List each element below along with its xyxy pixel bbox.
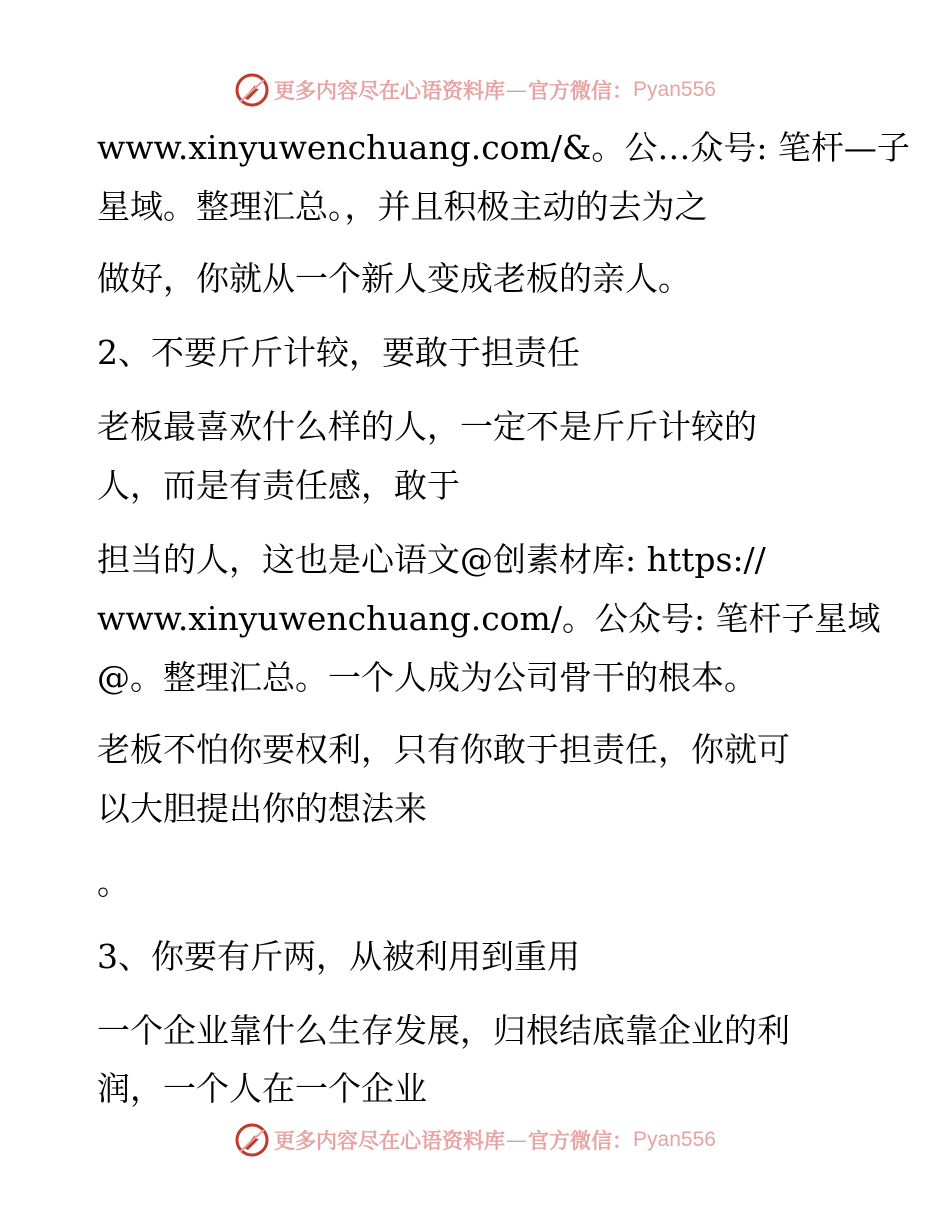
pen-nib-circle-icon xyxy=(234,72,270,108)
text-line: 一个企业靠什么生存发展，归根结底靠企业的利 xyxy=(97,1011,790,1050)
text-line: www.xinyuwenchuang.com/。公众号: 笔杆子星域 xyxy=(97,599,881,638)
footer-dash: — xyxy=(506,1128,528,1152)
text-line: 人，而是有责任感，敢于 xyxy=(97,466,460,505)
text-line: 星域。整理汇总。，并且积极主动的去为之 xyxy=(97,187,708,226)
text-line: 老板不怕你要权利，只有你敢于担责任，你就可 xyxy=(97,730,790,769)
header-dash: — xyxy=(506,78,528,102)
header-banner xyxy=(0,68,950,112)
pen-nib-circle-icon xyxy=(234,1122,270,1158)
header-wechat-label: 官方微信： xyxy=(528,78,634,103)
footer-banner xyxy=(0,1118,950,1162)
footer-wechat-label: 官方微信： xyxy=(528,1128,634,1153)
text-line: 。 xyxy=(97,863,130,902)
footer-slogan: 更多内容尽在心语资料库 xyxy=(274,1128,506,1153)
text-line: 以大胆提出你的想法来 xyxy=(97,789,427,828)
header-wechat-id: Pyan556 xyxy=(633,78,716,101)
text-line: 做好，你就从一个新人变成老板的亲人。 xyxy=(97,259,691,298)
text-line: @。整理汇总。一个人成为公司骨干的根本。 xyxy=(97,658,757,697)
header-slogan: 更多内容尽在心语资料库 xyxy=(274,78,506,103)
text-line: www.xinyuwenchuang.com/&。公…众号: 笔杆—子 xyxy=(97,128,910,167)
text-line: 担当的人，这也是心语文@创素材库: https:// xyxy=(97,540,766,579)
text-line: 老板最喜欢什么样的人，一定不是斤斤计较的 xyxy=(97,407,757,446)
text-line: 3、你要有斤两，从被利用到重用 xyxy=(97,937,580,976)
text-line: 润，一个人在一个企业 xyxy=(97,1069,427,1108)
text-line: 2、不要斤斤计较，要敢于担责任 xyxy=(97,333,580,372)
footer-wechat-id: Pyan556 xyxy=(633,1128,716,1151)
